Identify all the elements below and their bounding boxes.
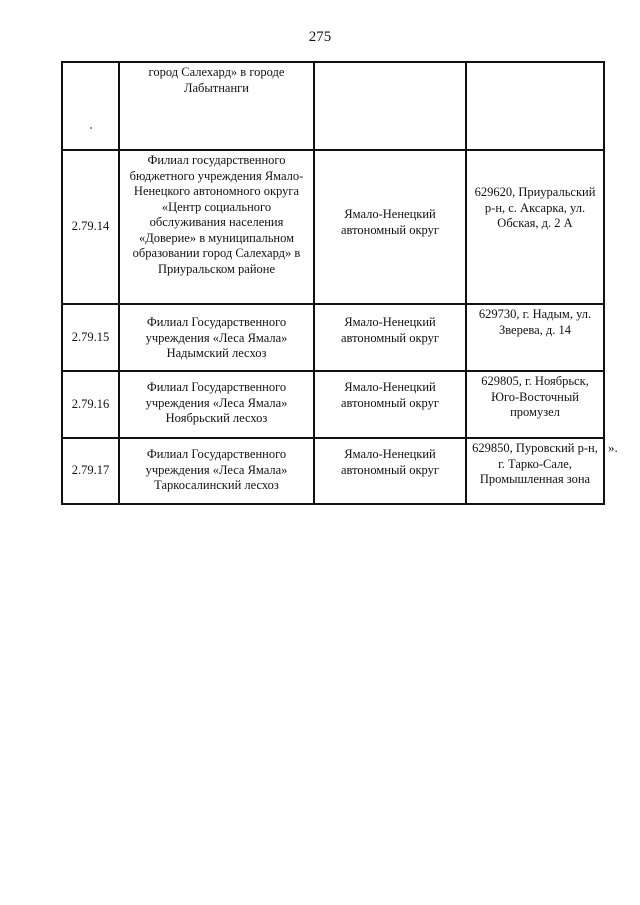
row-number-cell: 2.79.14	[62, 150, 119, 304]
address-cell: 629850, Пуровский р-н, г. Тарко-Сале, Промышленная зона	[466, 438, 604, 504]
institution-name-cell: Филиал Государственного учреждения «Леса Ямала» Ноябрьский лесхоз	[119, 371, 314, 438]
institution-name-cell: Филиал Государственного учреждения «Леса Ямала» Надымский лесхоз	[119, 304, 314, 371]
table-row	[62, 438, 604, 504]
region-cell	[314, 62, 466, 150]
region-cell: Ямало-Ненецкий автономный округ	[314, 371, 466, 438]
institution-name-cell: город Салехард» в городе Лабытнанги	[119, 62, 314, 150]
table-row	[62, 62, 604, 150]
address-cell: 629620, Приуральский р-н, с. Аксарка, ул. Обская, д. 2 А	[466, 150, 604, 304]
page-number: 275	[308, 29, 332, 45]
table-row	[62, 371, 604, 438]
row-number-cell: 2.79.17	[62, 438, 119, 504]
region-cell: Ямало-Ненецкий автономный округ	[314, 438, 466, 504]
table-row	[62, 304, 604, 371]
region-cell: Ямало-Ненецкий автономный округ	[314, 304, 466, 371]
row-number-cell: 2.79.16	[62, 371, 119, 438]
institution-name-cell: Филиал Государственного учреждения «Леса Ямала» Таркосалинский лесхоз	[119, 438, 314, 504]
table-row	[62, 150, 604, 304]
address-cell: 629730, г. Надым, ул. Зверева, д. 14	[466, 304, 604, 371]
institution-name-cell: Филиал государственного бюджетного учреждения Ямало-Ненецкого автономного округа «Центр социального обслуживания населения «Доверие» в муниципальном образовании город Салехард» в Приуральском районе	[119, 150, 314, 304]
address-cell	[466, 62, 604, 150]
row-number-cell	[62, 62, 119, 150]
institutions-table	[61, 61, 605, 505]
region-cell: Ямало-Ненецкий автономный округ	[314, 150, 466, 304]
row-number-cell: 2.79.15	[62, 304, 119, 371]
address-cell: 629805, г. Ноябрьск, Юго-Восточный промузел	[466, 371, 604, 438]
closing-quote-mark: ».	[608, 440, 618, 455]
